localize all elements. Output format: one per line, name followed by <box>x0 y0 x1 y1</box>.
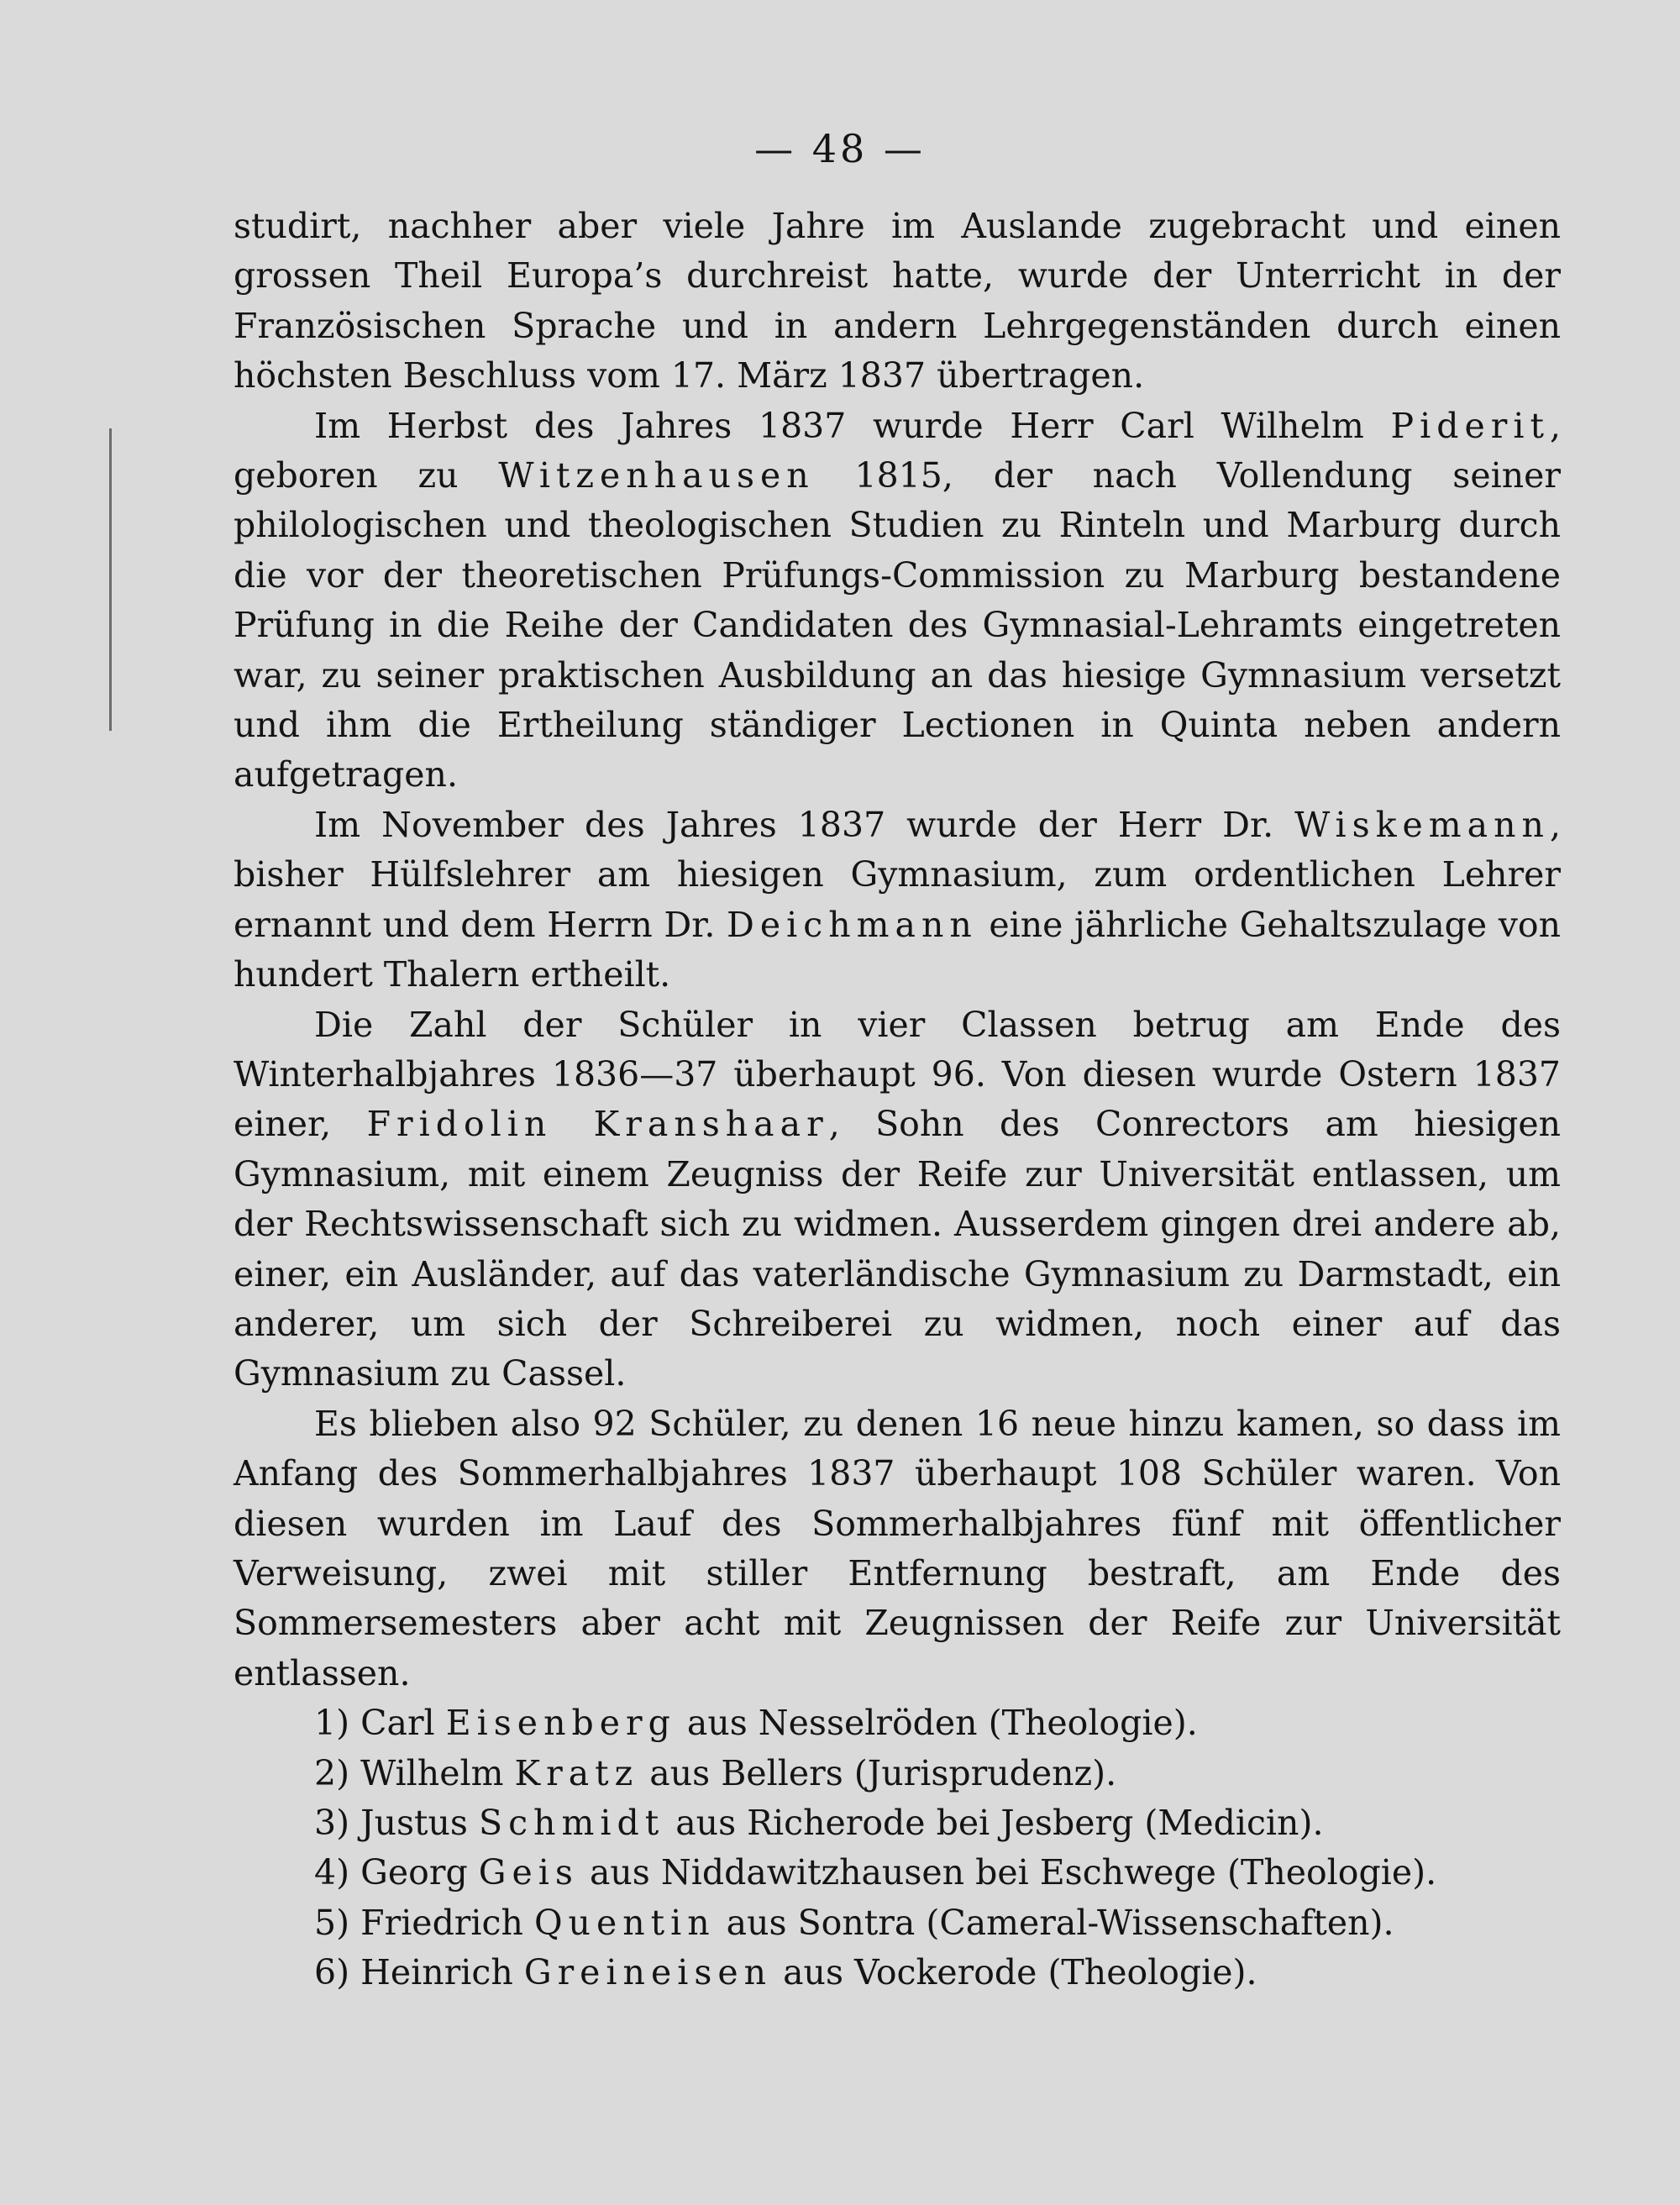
list-item-first-name: Justus <box>360 1803 468 1843</box>
list-item-number: 4) <box>314 1852 350 1893</box>
list-item-details: aus Richerode bei Jesberg (Medicin). <box>675 1803 1324 1843</box>
list-item-surname: Eisenberg <box>445 1703 676 1744</box>
paragraph-2 <box>234 402 1561 801</box>
paragraph-4 <box>234 1000 1561 1399</box>
list-item-number: 5) <box>314 1902 350 1943</box>
paragraph-3 <box>234 801 1561 1000</box>
list-item-surname: Greineisen <box>523 1952 773 1993</box>
list-item-details: aus Vockerode (Theologie). <box>783 1952 1257 1993</box>
list-item-number: 3) <box>314 1803 350 1843</box>
paragraph-2-text-b: , geboren zu <box>234 405 1561 496</box>
paragraph-1: studirt, nachher aber viele Jahre im Auslande zugebracht und einen grossen Theil Europa’s durchreist hatte, wurde der Unterricht in der Französischen Sprache und in andern Lehrgegenständen durch einen höchsten Beschluss vom 17. März 1837 übertragen. <box>234 206 1561 396</box>
list-item-first-name: Wilhelm <box>360 1752 504 1793</box>
person-name-deichmann: Deichmann <box>727 904 978 945</box>
body-text <box>234 202 1561 1998</box>
list-item-details: aus Nesselröden (Theologie). <box>686 1703 1198 1744</box>
place-name-witzenhausen: Witzenhausen <box>498 455 815 496</box>
person-name-kranshaar: Fridolin Kranshaar <box>366 1104 829 1145</box>
list-item <box>234 1698 1561 1748</box>
paragraph-3-text-b: , bisher Hülfslehrer am hiesigen Gymnasium, zum ordentlichen Lehrer ernannt und dem Herrn Dr. <box>234 804 1561 945</box>
list-item <box>234 1848 1561 1898</box>
person-name-wiskemann: Wiskemann <box>1294 804 1550 845</box>
margin-pencil-mark <box>109 428 112 731</box>
paragraph-3-text-c: eine jährliche Gehaltszulage von hundert Thalern ertheilt. <box>234 904 1562 995</box>
list-item-surname: Kratz <box>514 1752 639 1793</box>
paragraph-4-text-a: Die Zahl der Schüler in vier Classen betrug am Ende des Winterhalbjahres 1836—37 überhaupt 96. Von diesen wurde Ostern 1837 einer, <box>234 1004 1561 1145</box>
list-item <box>234 1948 1561 1998</box>
list-item-first-name: Heinrich <box>360 1952 513 1993</box>
list-item-number: 1) <box>314 1703 350 1744</box>
paragraph-5: Es blieben also 92 Schüler, zu denen 16 neue hinzu kamen, so dass im Anfang des Sommerhalbjahres 1837 überhaupt 108 Schüler waren. Von diesen wurden im Lauf des Sommerhalbjahres fünf mit öffentlicher Verweisung, zwei mit stiller Entfernung bestraft, am Ende des Sommersemesters aber acht mit Zeugnissen der Reife zur Universität entlassen. <box>234 1403 1561 1693</box>
list-item-details: aus Bellers (Jurisprudenz). <box>649 1752 1117 1793</box>
list-item-surname: Geis <box>478 1852 579 1893</box>
list-item-number: 6) <box>314 1952 350 1993</box>
list-item-first-name: Carl <box>360 1703 435 1744</box>
paragraph-4-text-b: , Sohn des Conrectors am hiesigen Gymnasium, mit einem Zeugniss der Reife zur Universität entlassen, um der Rechtswissenschaft sich zu widmen. Ausserdem gingen drei andere ab, einer, ein Ausländer, auf das vaterländische Gymnasium zu Darmstadt, ein anderer, um sich der Schreiberei zu widmen, noch einer auf das Gymnasium zu Cassel. <box>234 1104 1562 1394</box>
page-number: — 48 — <box>754 126 926 171</box>
graduates-list <box>234 1698 1561 1998</box>
paragraph-2-text-c: 1815, der nach Vollendung seiner philologischen und theologischen Studien zu Rinteln und Marburg durch die vor der theoretischen Prüfungs-Commission zu Marburg bestandene Prüfung in die Reihe der Candidaten des Gymnasial-Lehramts eingetreten war, zu seiner praktischen Ausbildung an das hiesige Gymnasium versetzt und ihm die Ertheilung ständiger Lectionen in Quinta neben andern aufgetragen. <box>234 455 1561 795</box>
paragraph-2-text-a: Im Herbst des Jahres 1837 wurde Herr Carl Wilhelm <box>314 405 1391 446</box>
list-item-first-name: Georg <box>360 1852 468 1893</box>
list-item <box>234 1898 1561 1948</box>
person-name-piderit: Piderit <box>1390 405 1550 446</box>
paragraph-3-text-a: Im November des Jahres 1837 wurde der Herr Dr. <box>314 804 1295 845</box>
list-item-details: aus Sontra (Cameral-Wissenschaften). <box>726 1902 1394 1943</box>
list-item-surname: Schmidt <box>479 1803 665 1843</box>
list-item <box>234 1798 1561 1848</box>
list-item-first-name: Friedrich <box>360 1902 523 1943</box>
list-item <box>234 1749 1561 1798</box>
list-item-surname: Quentin <box>533 1902 716 1943</box>
list-item-details: aus Niddawitzhausen bei Eschwege (Theologie). <box>589 1852 1437 1893</box>
list-item-number: 2) <box>314 1752 350 1793</box>
